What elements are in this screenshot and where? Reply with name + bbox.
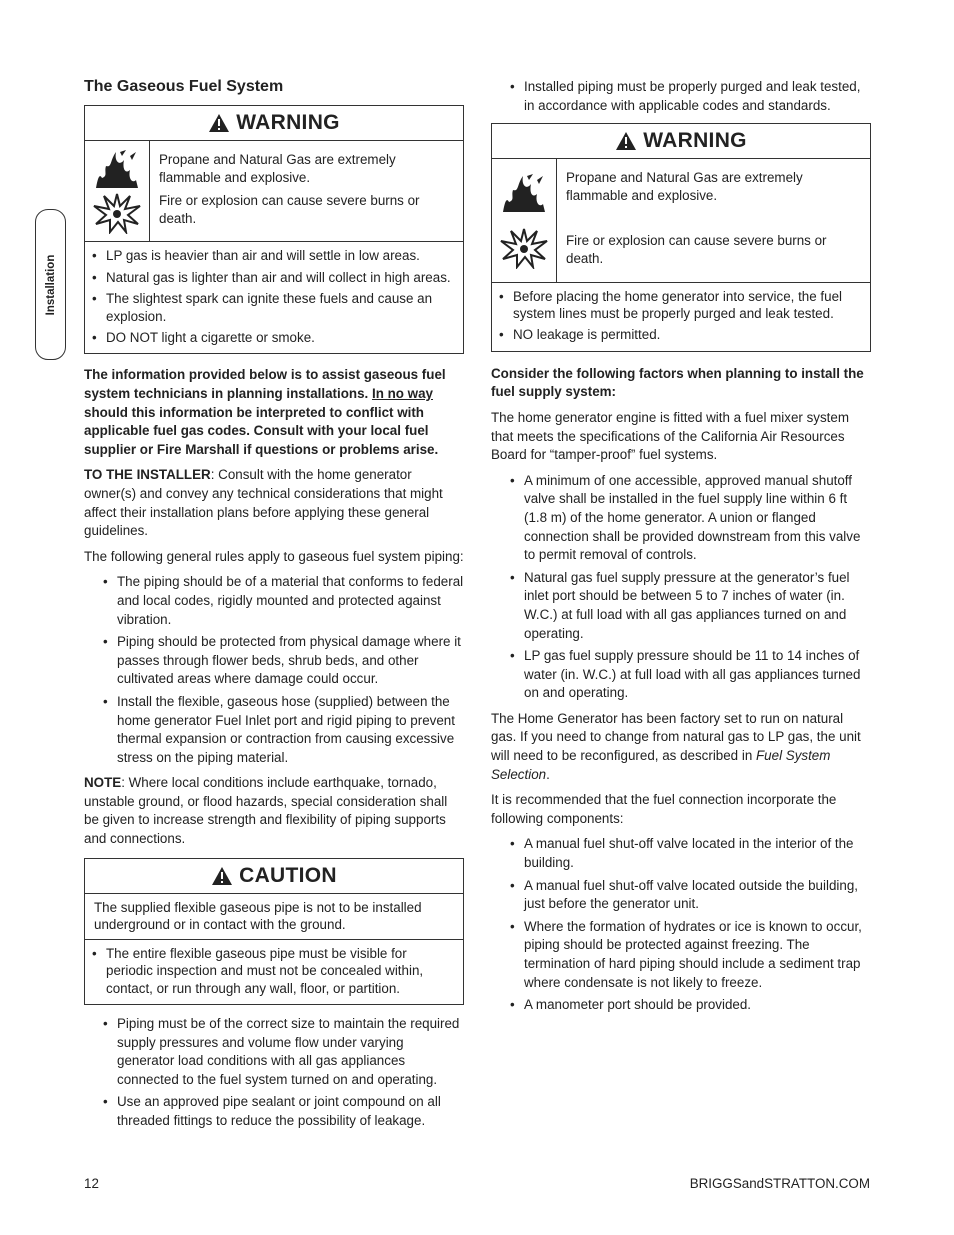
- caution-bullet-list: [85, 940, 463, 1004]
- hazard-text-1: Propane and Natural Gas are extremely flammable and explosive.: [566, 170, 803, 203]
- list-item: • Installed piping must be properly purged and leak tested, in accordance with applicable codes and standards.: [524, 78, 871, 115]
- warning-title: WARNING: [643, 129, 747, 153]
- list-item: • Where the formation of hydrates or ice is known to occur, piping should be protected against freezing. The termination of hard piping should include a sediment trap where condensate is not likely to freeze.: [524, 918, 871, 992]
- list-item: • NO leakage is permitted.: [513, 326, 862, 343]
- list-item: • Natural gas is lighter than air and will collect in high areas.: [106, 269, 455, 286]
- caution-text: The supplied flexible gaseous pipe is not to be installed underground or in contact with the ground.: [85, 894, 463, 940]
- list-item: • Piping should be protected from physical damage where it passes through flower beds, shrub beds, and other cultivated areas where damage could occur.: [117, 633, 464, 689]
- installer-paragraph: [84, 466, 464, 540]
- list-item: • A manual fuel shut-off valve located outside the building, just before the generator unit.: [524, 877, 871, 914]
- list-item: • DO NOT light a cigarette or smoke.: [106, 329, 455, 346]
- warning-triangle-icon: [211, 866, 233, 886]
- list-item: • A minimum of one accessible, approved manual shutoff valve shall be installed in the fuel supply line within 6 ft (1.8 m) of the home generator. A union or flanged connection shall be provided downstream from this valve to permit removal of controls.: [524, 472, 871, 565]
- info-text-b: should this information be interpreted to conflict with applicable fuel gas codes. Consult with your local fuel supplier or Fire Marshall if questions or problems arise.: [84, 404, 439, 457]
- fire-icon: [499, 172, 549, 214]
- list-item: • Natural gas fuel supply pressure at the generator’s fuel inlet port should be between 5 to 7 inches of water (in. W.C.) at full load with all gas appliances turned on and operating.: [524, 569, 871, 643]
- recommended-paragraph: It is recommended that the fuel connection incorporate the following components:: [491, 792, 837, 826]
- info-text-a: The information provided below is to assist gaseous fuel system technicians in planning installations.: [84, 367, 446, 401]
- warning-hazard-text: [150, 141, 463, 241]
- warning-box-2: [491, 123, 871, 352]
- components-list: [491, 835, 871, 1014]
- warning-hazard-row: [85, 141, 463, 242]
- warning-header: [85, 106, 463, 141]
- warning-title: WARNING: [236, 111, 340, 134]
- fire-icon: [92, 148, 142, 190]
- explosion-icon: [499, 227, 549, 269]
- warning-hazard-text: [557, 159, 870, 281]
- caution-title: CAUTION: [239, 863, 337, 887]
- footer-website: BRIGGSandSTRATTON.COM: [689, 1176, 870, 1191]
- warning-triangle-icon: [208, 113, 230, 133]
- caution-header: [85, 859, 463, 894]
- warning-bullet-list: [85, 242, 463, 353]
- installer-label: TO THE INSTALLER: [84, 467, 211, 483]
- right-column: [491, 78, 871, 1022]
- note-label: NOTE: [84, 775, 122, 791]
- list-item: • Before placing the home generator into service, the fuel system lines must be properly purged and leak tested.: [513, 288, 862, 323]
- warning-box-1: [84, 105, 464, 354]
- installer-info-paragraph: [84, 366, 464, 459]
- top-bullet-list: [491, 78, 871, 115]
- factors-list: [491, 472, 871, 703]
- warning-hazard-row: [492, 159, 870, 282]
- rules-intro: The following general rules apply to gaseous fuel system piping:: [84, 548, 464, 564]
- list-item: • The piping should be of a material that conforms to federal and local codes, rigidly mounted and protected against vibration.: [117, 573, 464, 629]
- engine-paragraph: The home generator engine is fitted with a fuel mixer system that meets the specifications of the California Air Resources Board for “tamper-proof” fuel systems.: [491, 409, 849, 463]
- hazard-text-1: Propane and Natural Gas are extremely flammable and explosive.: [159, 152, 396, 185]
- list-item: • A manual fuel shut-off valve located in the interior of the building.: [524, 835, 871, 872]
- list-item: • A manometer port should be provided.: [524, 996, 871, 1015]
- section-tab-label: Installation: [44, 254, 57, 315]
- list-item: • Piping must be of the correct size to maintain the required supply pressures and volume flow under varying generator load conditions with all gas appliances connected to the fuel system turned on and operating.: [117, 1015, 464, 1089]
- hazard-text-2: Fire or explosion can cause severe burns or death.: [159, 193, 420, 226]
- explosion-icon: [92, 192, 142, 234]
- list-item: • Install the flexible, gaseous hose (supplied) between the home generator Fuel Inlet port and rigid piping to prevent thermal expansion or contraction from causing excessive stress on the piping material.: [117, 693, 464, 767]
- caution-box: [84, 858, 464, 1005]
- list-item: • LP gas fuel supply pressure should be 11 to 14 inches of water (in. W.C.) at full load with all gas appliances turned on and operating.: [524, 647, 871, 703]
- factory-text: The Home Generator has been factory set to run on natural gas. If you need to change from natural gas to LP gas, the unit will need to be reconfigured, as described in: [491, 710, 861, 764]
- note-paragraph: [84, 774, 464, 848]
- hazard-text-2: Fire or explosion can cause severe burns or death.: [566, 233, 827, 266]
- section-tab: [35, 209, 66, 360]
- note-text: : Where local conditions include earthquake, tornado, unstable ground, or flood hazards, special consideration shall be given to increase strength and flexibility of piping supports and connections.: [84, 775, 448, 847]
- factory-end: .: [546, 766, 550, 782]
- factory-paragraph: [491, 710, 871, 784]
- list-item: • LP gas is heavier than air and will settle in low areas.: [106, 247, 455, 264]
- after-caution-list: [84, 1015, 464, 1131]
- warning-triangle-icon: [615, 131, 637, 151]
- list-item: • Use an approved pipe sealant or joint compound on all threaded fittings to reduce the possibility of leakage.: [117, 1093, 464, 1130]
- list-item: • The slightest spark can ignite these fuels and cause an explosion.: [106, 290, 455, 325]
- warning-bullet-list: [492, 283, 870, 351]
- info-underline-text: In no way: [371, 386, 433, 401]
- section-heading: The Gaseous Fuel System: [84, 78, 284, 95]
- hazard-icons: [85, 141, 150, 241]
- fuel-system-selection-reference: Fuel System Selection: [491, 748, 831, 782]
- hazard-icons: [492, 159, 557, 281]
- factors-heading: Consider the following factors when planning to install the fuel supply system:: [491, 365, 864, 400]
- warning-header: [492, 124, 870, 159]
- list-item: • The entire flexible gaseous pipe must be visible for periodic inspection and must not be concealed within, contact, or run through any wall, floor, or partition.: [106, 945, 455, 997]
- installer-text: : Consult with the home generator owner(s) and convey any technical considerations that might affect their installation plans before applying these general guidelines.: [84, 467, 443, 539]
- left-column: [84, 78, 464, 1138]
- rules-list: [84, 573, 464, 767]
- page-number: 12: [84, 1176, 99, 1191]
